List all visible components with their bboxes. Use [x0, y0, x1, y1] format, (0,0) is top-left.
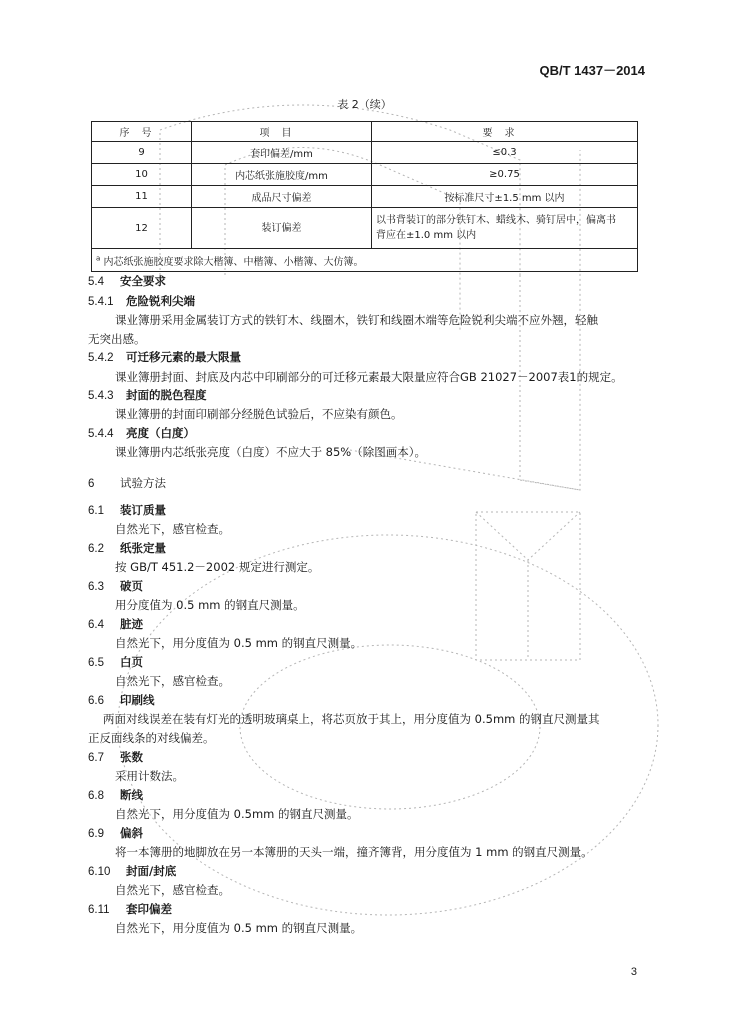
section-body: 课业簿册封面、封底及内芯中印刷部分的可迁移元素最大限量应符合GB 21027－2007表1的规定。: [115, 370, 623, 384]
section-heading: [88, 577, 143, 596]
section-number: 5.4: [88, 276, 104, 288]
section-heading: [88, 539, 166, 558]
table-note: [92, 249, 638, 272]
section-number: 6: [88, 478, 95, 490]
section-number: 6.8: [88, 790, 104, 802]
row-item: 装订偏差: [192, 208, 372, 249]
section-number: 5.4.1: [88, 296, 114, 308]
section-heading: [88, 900, 172, 919]
section-body: 按 GB/T 451.2－2002 规定进行测定。: [115, 560, 320, 574]
section-title: 亮度（白度）: [126, 426, 195, 440]
section-number: 6.7: [88, 752, 104, 764]
section-body: 自然光下，用分度值为 0.5 mm 的钢直尺测量。: [115, 636, 363, 650]
row-no: 11: [92, 186, 192, 208]
section-title: 偏斜: [120, 826, 143, 840]
section-number: 5.4.3: [88, 390, 114, 402]
table-note-text: 内芯纸张施胶度要求除大楷簿、中楷簿、小楷簿、大仿簿。: [103, 256, 364, 268]
section-body: 正反面线条的对线偏差。: [88, 731, 215, 745]
chapter-heading: [88, 474, 166, 493]
standard-code: QB/T 1437－2014: [539, 63, 645, 78]
row-no: 10: [92, 164, 192, 186]
section-body: 用分度值为 0.5 mm 的钢直尺测量。: [115, 598, 305, 612]
section-title: 封面的脱色程度: [126, 388, 207, 402]
section-heading: [88, 748, 143, 767]
table-row: [92, 164, 638, 186]
row-req: ≤0.3: [372, 142, 638, 164]
row-req-line2: 背应在±1.0 mm 以内: [376, 230, 477, 241]
section-title: 安全要求: [120, 274, 166, 288]
section-heading: [88, 501, 166, 520]
section-number: 6.9: [88, 828, 104, 840]
section-heading: [88, 691, 155, 710]
section-title: 纸张定量: [120, 541, 166, 555]
col-header-req: 要求: [372, 122, 638, 142]
row-req-line1: 以书背装订的部分铁钉木、蜡线木、骑钉居中，偏离书: [376, 215, 616, 226]
col-header-item: 项目: [192, 122, 372, 142]
table-title: 表 2（续）: [337, 98, 392, 111]
col-header-no: 序号: [92, 122, 192, 142]
section-title: 印刷线: [120, 693, 155, 707]
section-title: 白页: [120, 655, 143, 669]
table-row: [92, 208, 638, 249]
section-body: 自然光下，用分度值为 0.5mm 的钢直尺测量。: [115, 807, 359, 821]
section-heading: [88, 615, 143, 634]
section-title: 脏迹: [120, 617, 143, 631]
note-mark: a: [96, 254, 101, 263]
table-row: [92, 186, 638, 208]
section-title: 破页: [120, 579, 143, 593]
section-body: 课业簿册的封面印刷部分经脱色试验后，不应染有颜色。: [115, 407, 403, 421]
section-heading: [88, 653, 143, 672]
section-title: 危险锐利尖端: [126, 294, 195, 308]
section-body: 无突出感。: [88, 332, 146, 346]
section-number: 6.11: [88, 904, 110, 916]
section-heading: [88, 272, 166, 291]
section-title: 套印偏差: [126, 902, 172, 916]
section-heading: [88, 292, 195, 311]
row-item: 套印偏差/mm: [192, 142, 372, 164]
section-number: 6.6: [88, 695, 104, 707]
section-number: 6.5: [88, 657, 104, 669]
section-title: 可迁移元素的最大限量: [126, 350, 241, 364]
section-title: 装订质量: [120, 503, 166, 517]
section-body: 自然光下，感官检查。: [115, 674, 230, 688]
row-req: [372, 208, 638, 249]
table-note-row: [92, 249, 638, 272]
section-number: 6.2: [88, 543, 104, 555]
row-no: 12: [92, 208, 192, 249]
section-heading: [88, 424, 195, 443]
section-title: 断线: [120, 788, 143, 802]
row-no: 9: [92, 142, 192, 164]
section-number: 6.10: [88, 866, 111, 878]
section-body: 两面对线误差在装有灯光的透明玻璃桌上，将芯页放于其上，用分度值为 0.5mm 的钢直尺测量其: [103, 712, 600, 726]
section-number: 6.1: [88, 505, 104, 517]
page-number: 3: [630, 966, 637, 978]
section-heading: [88, 786, 143, 805]
section-title: 张数: [120, 750, 143, 764]
row-req: 按标准尺寸±1.5 mm 以内: [372, 186, 638, 208]
row-item: 成品尺寸偏差: [192, 186, 372, 208]
section-number: 6.4: [88, 619, 104, 631]
section-heading: [88, 862, 176, 881]
section-body: 将一本簿册的地脚放在另一本簿册的天头一端，撞齐簿背，用分度值为 1 mm 的钢直尺测量。: [115, 845, 593, 859]
section-title: 封面/封底: [126, 864, 177, 878]
row-req: ≥0.75: [372, 164, 638, 186]
row-item: 内芯纸张施胶度/mm: [192, 164, 372, 186]
section-title: 试验方法: [120, 476, 166, 490]
section-heading: [88, 386, 207, 405]
section-number: 6.3: [88, 581, 104, 593]
table-header-row: [92, 122, 638, 142]
section-body: 自然光下，感官检查。: [115, 522, 230, 536]
section-body: 自然光下，感官检查。: [115, 883, 230, 897]
section-number: 5.4.2: [88, 352, 114, 364]
section-body: 采用计数法。: [115, 769, 184, 783]
section-body: 课业簿册内芯纸张亮度（白度）不应大于 85%（除图画本）。: [115, 445, 426, 459]
section-heading: [88, 824, 143, 843]
section-heading: [88, 348, 241, 367]
section-body: 课业簿册采用金属装订方式的铁钉木、线圈木，铁钉和线圈木端等危险锐利尖端不应外翘，轻触: [115, 313, 598, 327]
section-body: 自然光下，用分度值为 0.5 mm 的钢直尺测量。: [115, 921, 363, 935]
spec-table: [91, 121, 638, 272]
section-number: 5.4.4: [88, 428, 114, 440]
table-row: [92, 142, 638, 164]
